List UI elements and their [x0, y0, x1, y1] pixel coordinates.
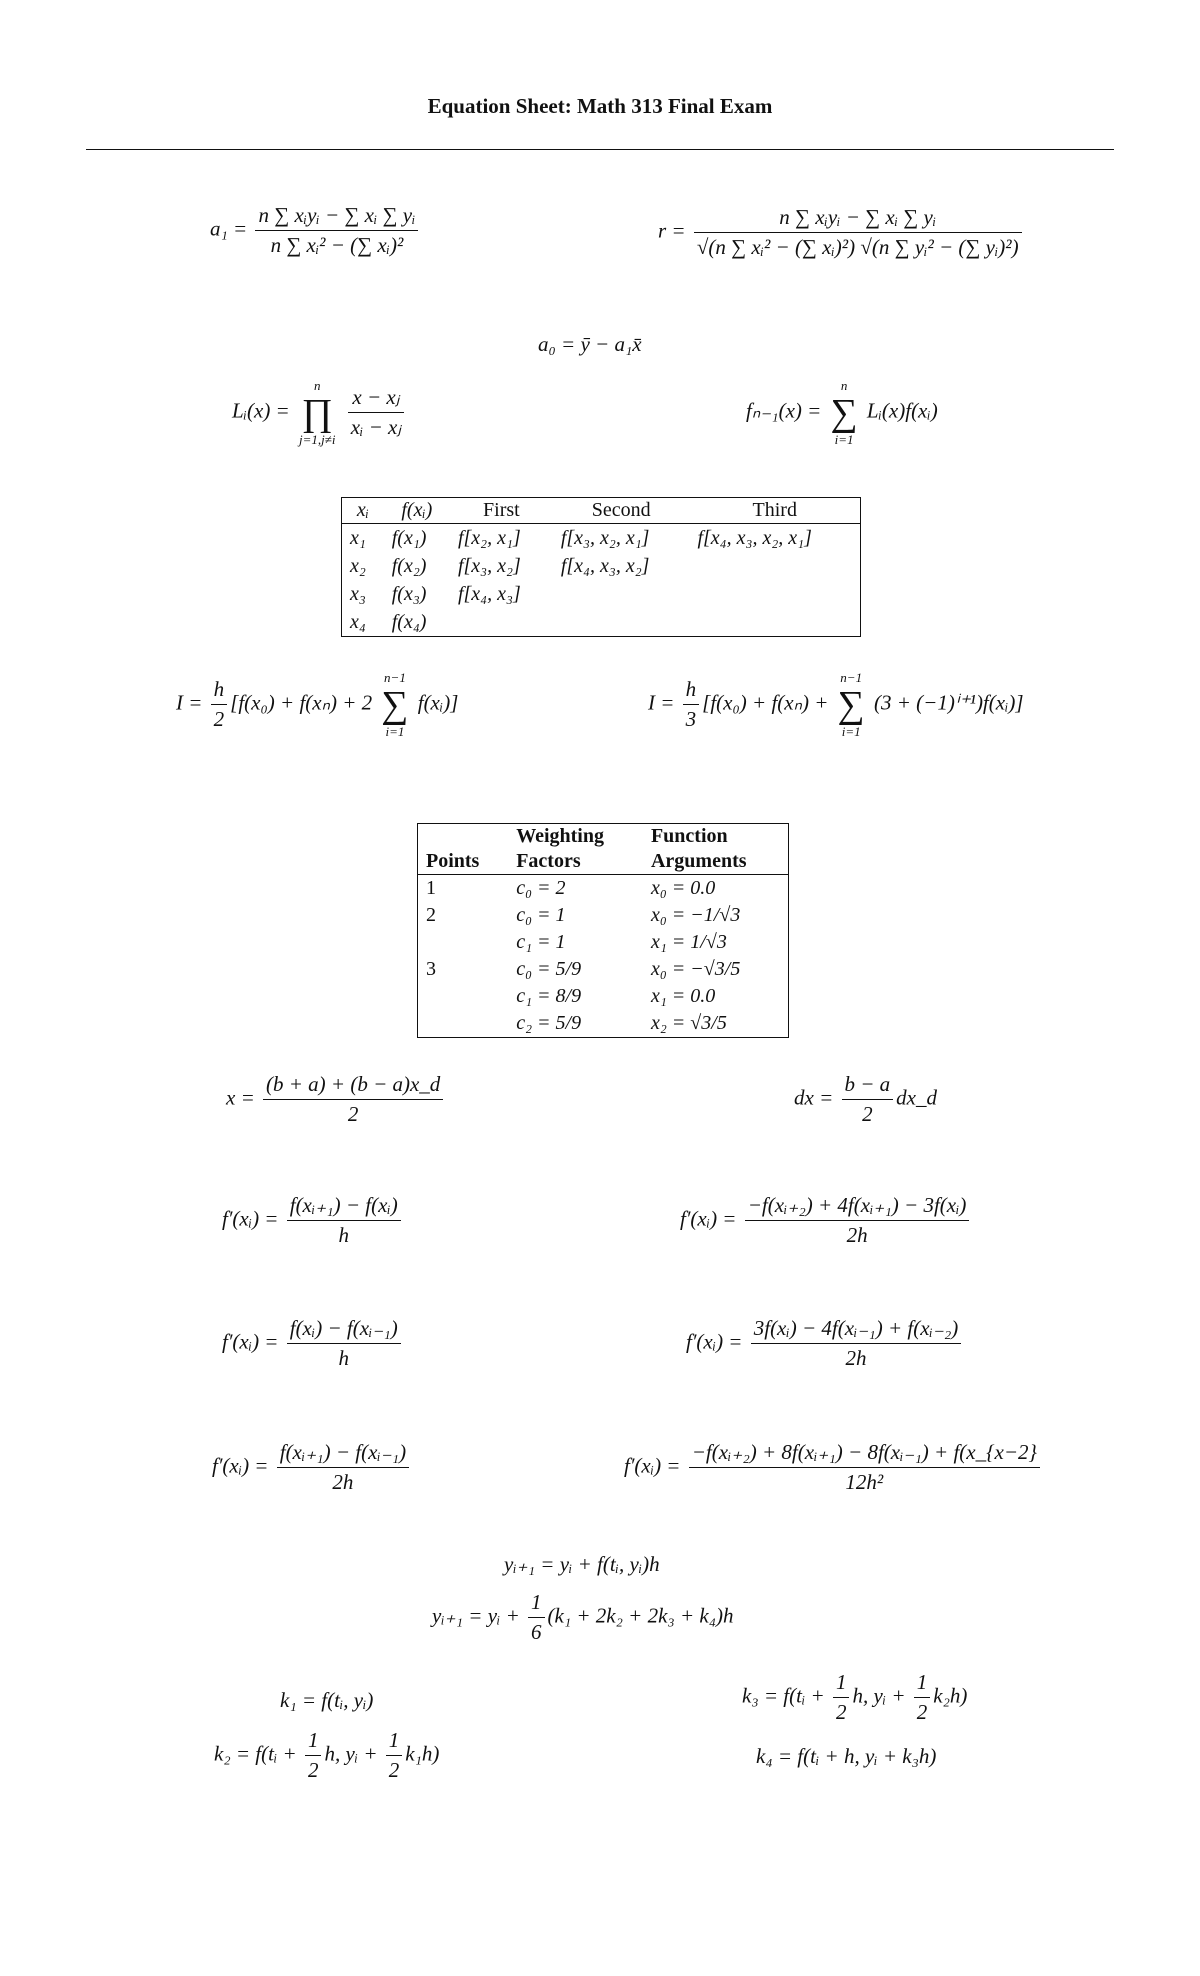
- table-row: 2 c₀ = 1 x₀ = −1/√3: [426, 904, 741, 926]
- trapezoidal-equation: I = $\frac{h}{2}$ [f(x₀) + f(xₙ) + 2 n−1 ∑ i=1 f(xᵢ)]: [176, 670, 459, 739]
- k4-equation: k₄ = f(tᵢ + h, yᵢ + k₃h): [756, 1744, 937, 1768]
- table-row: x₂ f(x₂) f[x₃, x₂] f[x₄, x₃, x₂]: [350, 554, 650, 577]
- dd-col-first: First: [450, 498, 553, 524]
- backward-difference-2-equation: f′(xᵢ) = $\frac{\text{3f(xᵢ) − 4f(xᵢ₋₁) + f(xᵢ₋₂)}}{2h}$: [686, 1318, 964, 1369]
- table-row: 1 c₀ = 2 x₀ = 0.0: [426, 877, 716, 899]
- title-rule: [86, 149, 1114, 150]
- simpson-equation: I = $\frac{h}{3}$ [f(x₀) + f(xₙ) + n−1 ∑ i=1 (3 + (−1)ⁱ⁺¹)f(xᵢ)]: [648, 670, 1024, 739]
- backward-difference-equation: f′(xᵢ) = $\frac{\text{f(xᵢ) − f(xᵢ₋₁)}}{h}$: [222, 1318, 404, 1369]
- forward-difference-2-equation: f′(xᵢ) = $\frac{\text{−f(xᵢ₊₂) + 4f(xᵢ₊₁) − 3f(xᵢ)}}{2h}$: [680, 1195, 972, 1246]
- central-difference-2-equation: f′(xᵢ) = $\frac{\text{−f(xᵢ₊₂) + 8f(xᵢ₊₁) − 8f(xᵢ₋₁) + f(x\_\{x−2\}}}{\text{12h²}}$: [624, 1442, 1043, 1493]
- table-row: c₂ = 5/9 x₂ = √3/5: [516, 1012, 727, 1034]
- dd-col-second: Second: [553, 498, 690, 524]
- gq-col-points: Points: [418, 849, 509, 875]
- divided-difference-table: [341, 497, 861, 637]
- lagrange-poly-equation: fₙ₋₁(x) = n ∑ i=1 Lᵢ(x)f(xᵢ): [746, 378, 938, 447]
- gauss-quadrature-table: [417, 823, 789, 1038]
- dd-col-xi: xᵢ: [342, 498, 384, 524]
- table-row: x₃ f(x₃) f[x₄, x₃]: [350, 582, 521, 605]
- k3-equation: k₃ = f(tᵢ + $\frac{1}{2}$ h, yᵢ + $\frac{1}{2}$ k₂h): [742, 1670, 968, 1724]
- k1-equation: k₁ = f(tᵢ, yᵢ): [280, 1688, 374, 1712]
- table-row: c₁ = 8/9 x₁ = 0.0: [516, 985, 716, 1007]
- gq-header-row-top: [418, 824, 789, 850]
- change-of-variable-x-equation: x = $\frac{(b + a) + (b - a)x\_d}{2}$: [226, 1074, 446, 1125]
- table-row: x₄ f(x₄): [350, 610, 427, 633]
- table-row: x₁ f(x₁) f[x₂, x₁] f[x₃, x₂, x₁] f[x₄, x₃, x₂, x₁]: [350, 526, 812, 549]
- forward-difference-equation: f′(xᵢ) = $\frac{\text{f(xᵢ₊₁) − f(xᵢ)}}{h}$: [222, 1195, 404, 1246]
- a0-equation: a₀ = ȳ − a₁x̄: [538, 332, 642, 356]
- dd-col-third: Third: [689, 498, 860, 524]
- table-row: c₁ = 1 x₁ = 1/√3: [516, 931, 727, 953]
- dd-col-fxi: f(xᵢ): [384, 498, 450, 524]
- change-of-variable-dx-equation: dx = $\frac{b - a}{2}$ dx_d: [794, 1072, 937, 1126]
- central-difference-equation: f′(xᵢ) = $\frac{\text{f(xᵢ₊₁) − f(xᵢ₋₁)}}{2h}$: [212, 1442, 412, 1493]
- lagrange-basis-equation: Lᵢ(x) = n ∏ j=1,j≠i $\frac{\text{x − xⱼ}}{\text{xᵢ − xⱼ}}$: [232, 378, 407, 447]
- r-equation: r = $\frac{\text{n ∑ xᵢyᵢ − ∑ xᵢ ∑ yᵢ}}{\text{√(n ∑ xᵢ² − (∑ xᵢ)²) √(n ∑ yᵢ² − (∑ yᵢ)²)}}$: [658, 207, 1025, 258]
- euler-equation: yᵢ₊₁ = yᵢ + f(tᵢ, yᵢ)h: [504, 1552, 660, 1576]
- dd-header-row: [342, 498, 861, 524]
- table-row: 3 c₀ = 5/9 x₀ = −√3/5: [426, 958, 741, 980]
- page-title: Equation Sheet: Math 313 Final Exam: [427, 94, 773, 118]
- gq-col-function: Function: [650, 825, 728, 847]
- gq-header-row-bottom: Points Factors Arguments: [418, 849, 789, 875]
- gq-col-weighting: Weighting: [516, 825, 604, 847]
- rk4-equation: yᵢ₊₁ = yᵢ + $\frac{1}{6}$ (k₁ + 2k₂ + 2k₃ + k₄)h: [432, 1590, 734, 1644]
- k2-equation: k₂ = f(tᵢ + $\frac{1}{2}$ h, yᵢ + $\frac{1}{2}$ k₁h): [214, 1728, 440, 1782]
- a1-equation: a₁ = $\frac{\text{n ∑ xᵢyᵢ − ∑ xᵢ ∑ yᵢ}}{\text{n ∑ xᵢ² − (∑ xᵢ)²}}$: [210, 205, 421, 256]
